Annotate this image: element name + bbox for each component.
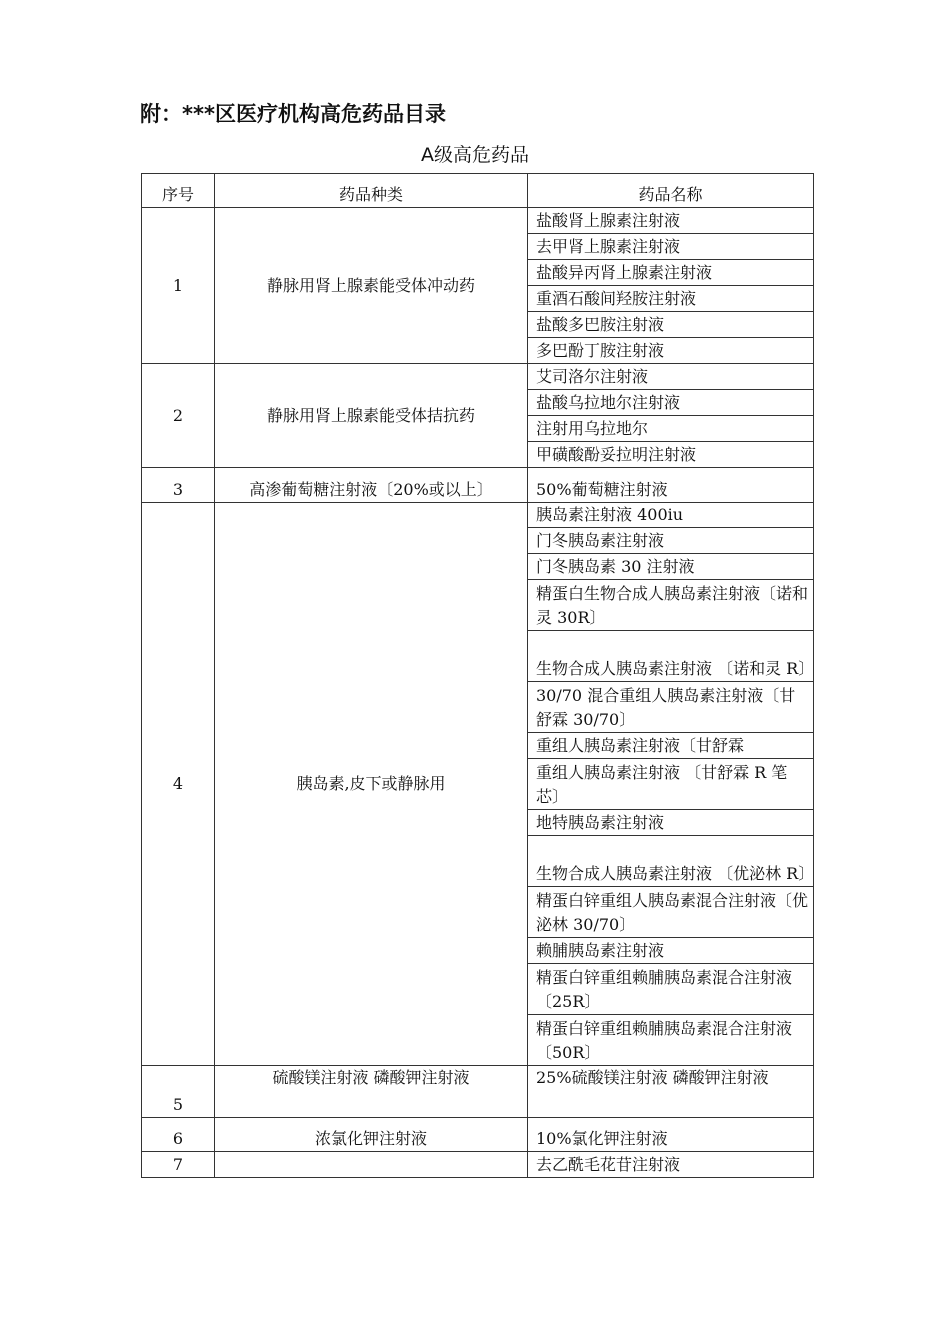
- table-row: [142, 364, 814, 390]
- drug-name: 30/70 混合重组人胰岛素注射液〔甘舒霖 30/70〕: [528, 682, 814, 733]
- row-number: 6: [142, 1118, 215, 1152]
- drug-category: 浓氯化钾注射液: [215, 1118, 528, 1152]
- drug-category: 静脉用肾上腺素能受体拮抗药: [215, 364, 528, 468]
- drug-name: 盐酸肾上腺素注射液: [528, 208, 814, 234]
- drug-name: 甲磺酸酚妥拉明注射液: [528, 442, 814, 468]
- row-number: 4: [142, 503, 215, 1066]
- drug-category: 高渗葡萄糖注射液〔20%或以上〕: [215, 468, 528, 503]
- drug-category: 静脉用肾上腺素能受体冲动药: [215, 208, 528, 364]
- header-category: 药品种类: [215, 174, 528, 208]
- drug-category: 胰岛素,皮下或静脉用: [215, 503, 528, 1066]
- drug-name: 重组人胰岛素注射液 〔甘舒霖 R 笔芯〕: [528, 759, 814, 810]
- section-subtitle: A级高危药品: [421, 144, 529, 166]
- drug-name: 精蛋白锌重组赖脯胰岛素混合注射液〔25R〕: [528, 964, 814, 1015]
- row-number: 5: [142, 1066, 215, 1118]
- table-header-row: [142, 174, 814, 208]
- drug-name: 赖脯胰岛素注射液: [528, 938, 814, 964]
- header-number: 序号: [142, 174, 215, 208]
- drug-name: 精蛋白锌重组人胰岛素混合注射液〔优泌林 30/70〕: [528, 887, 814, 938]
- table-row: [142, 468, 814, 503]
- row-number: 3: [142, 468, 215, 503]
- header-drug-name: 药品名称: [528, 174, 814, 208]
- drug-name: 地特胰岛素注射液: [528, 810, 814, 836]
- drug-name: 25%硫酸镁注射液 磷酸钾注射液: [528, 1066, 814, 1118]
- document-title: 附：***区医疗机构高危药品目录: [140, 102, 446, 126]
- drug-name: 去甲肾上腺素注射液: [528, 234, 814, 260]
- drug-name: 精蛋白锌重组赖脯胰岛素混合注射液〔50R〕: [528, 1015, 814, 1066]
- drug-name: 注射用乌拉地尔: [528, 416, 814, 442]
- table-row: [142, 208, 814, 234]
- drug-name: 重组人胰岛素注射液〔甘舒霖: [528, 733, 814, 759]
- drug-name: 10%氯化钾注射液: [528, 1118, 814, 1152]
- drug-name: 去乙酰毛花苷注射液: [528, 1152, 814, 1178]
- row-number: 1: [142, 208, 215, 364]
- row-number: 2: [142, 364, 215, 468]
- table-row: [142, 1118, 814, 1152]
- drug-name: 门冬胰岛素注射液: [528, 528, 814, 554]
- drug-category: 硫酸镁注射液 磷酸钾注射液: [215, 1066, 528, 1118]
- drug-name: 生物合成人胰岛素注射液 〔优泌林 R〕: [528, 836, 814, 887]
- drug-name: 重酒石酸间羟胺注射液: [528, 286, 814, 312]
- drug-name: 50%葡萄糖注射液: [528, 468, 814, 503]
- drug-name: 门冬胰岛素 30 注射液: [528, 554, 814, 580]
- drug-name: 艾司洛尔注射液: [528, 364, 814, 390]
- drug-name: 多巴酚丁胺注射液: [528, 338, 814, 364]
- drug-name: 精蛋白生物合成人胰岛素注射液〔诺和灵 30R〕: [528, 580, 814, 631]
- drug-name: 盐酸异丙肾上腺素注射液: [528, 260, 814, 286]
- drug-name: 盐酸乌拉地尔注射液: [528, 390, 814, 416]
- row-number: 7: [142, 1152, 215, 1178]
- table-row: [142, 1152, 814, 1178]
- drug-category: [215, 1152, 528, 1178]
- drug-name: 盐酸多巴胺注射液: [528, 312, 814, 338]
- table-row: [142, 503, 814, 528]
- table-row: [142, 1066, 814, 1118]
- drug-name: 生物合成人胰岛素注射液 〔诺和灵 R〕: [528, 631, 814, 682]
- high-alert-drug-table: [141, 173, 814, 1178]
- drug-name: 胰岛素注射液 400iu: [528, 503, 814, 528]
